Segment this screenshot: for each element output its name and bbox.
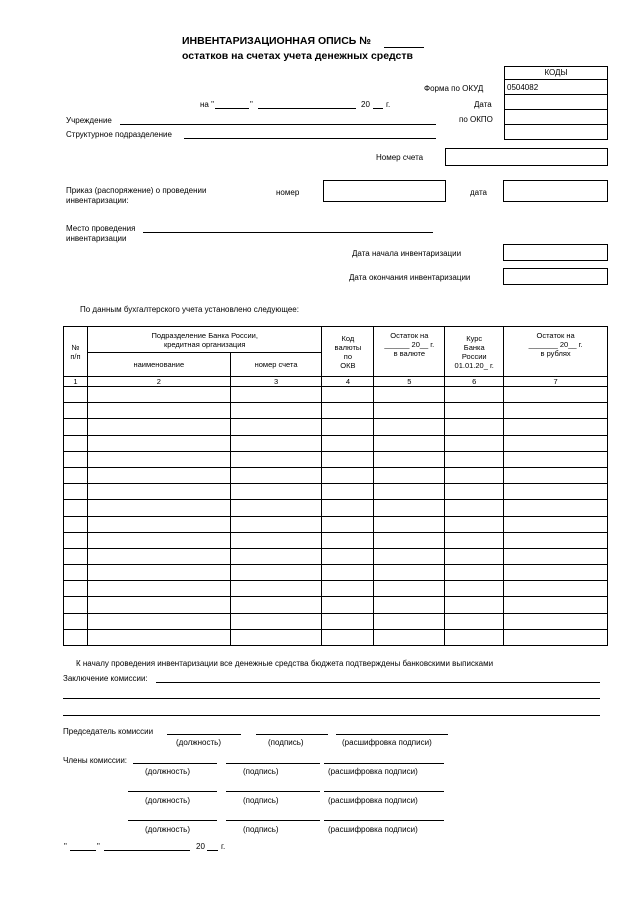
table-cell[interactable] bbox=[87, 613, 230, 629]
column-number: 2 bbox=[87, 377, 230, 387]
table-cell[interactable] bbox=[445, 500, 504, 516]
table-cell[interactable] bbox=[374, 484, 445, 500]
bottom-date-year: 20 bbox=[196, 842, 205, 851]
codes-header: КОДЫ bbox=[504, 66, 608, 80]
statement-text: По данным бухгалтерского учета установлено следующее: bbox=[80, 305, 299, 314]
member1-position-line[interactable] bbox=[133, 763, 217, 764]
table-cell[interactable] bbox=[374, 467, 445, 483]
table-row bbox=[64, 548, 608, 564]
table-cell[interactable] bbox=[64, 532, 88, 548]
order-date-label: дата bbox=[470, 188, 487, 197]
table-cell[interactable] bbox=[374, 597, 445, 613]
position-caption: (должность) bbox=[145, 767, 190, 776]
table-cell[interactable] bbox=[374, 387, 445, 403]
table-cell[interactable] bbox=[374, 435, 445, 451]
table-cell[interactable] bbox=[322, 581, 374, 597]
table-cell[interactable] bbox=[445, 419, 504, 435]
date-day-line[interactable] bbox=[215, 108, 249, 109]
col-rate-header: Курс Банка России 01.01.20_ г. bbox=[445, 327, 504, 377]
table-cell[interactable] bbox=[504, 500, 608, 516]
table-cell[interactable] bbox=[87, 500, 230, 516]
balances-table bbox=[63, 326, 608, 646]
bank-group-header: Подразделение Банка России, кредитная организация bbox=[87, 327, 322, 353]
conclusion-line-3[interactable] bbox=[63, 715, 600, 716]
table-cell[interactable] bbox=[322, 451, 374, 467]
table-cell[interactable] bbox=[374, 451, 445, 467]
table-cell[interactable] bbox=[445, 435, 504, 451]
table-cell[interactable] bbox=[64, 484, 88, 500]
table-cell[interactable] bbox=[504, 597, 608, 613]
table-cell[interactable] bbox=[64, 548, 88, 564]
conclusion-line-1[interactable] bbox=[156, 682, 600, 683]
signature-caption: (подпись) bbox=[268, 738, 304, 747]
table-cell[interactable] bbox=[322, 516, 374, 532]
table-cell[interactable] bbox=[64, 451, 88, 467]
date-year-suffix: г. bbox=[386, 100, 391, 109]
column-number: 4 bbox=[322, 377, 374, 387]
table-cell[interactable] bbox=[87, 597, 230, 613]
table-row bbox=[64, 467, 608, 483]
order-number-label: номер bbox=[276, 188, 300, 197]
table-cell[interactable] bbox=[504, 516, 608, 532]
chairman-signature-line[interactable] bbox=[256, 734, 328, 735]
member3-position-line[interactable] bbox=[128, 820, 217, 821]
decoding-caption: (расшифровка подписи) bbox=[328, 825, 418, 834]
table-cell[interactable] bbox=[504, 484, 608, 500]
okud-label: Форма по ОКУД bbox=[424, 84, 484, 93]
table-cell[interactable] bbox=[322, 387, 374, 403]
conclusion-label: Заключение комиссии: bbox=[63, 674, 148, 683]
account-number-label: Номер счета bbox=[376, 153, 424, 162]
bottom-date-year-line[interactable] bbox=[207, 850, 218, 851]
signature-caption: (подпись) bbox=[243, 825, 279, 834]
table-row bbox=[64, 419, 608, 435]
table-row bbox=[64, 532, 608, 548]
table-cell[interactable] bbox=[374, 419, 445, 435]
table-cell[interactable] bbox=[230, 629, 322, 645]
institution-line[interactable] bbox=[120, 124, 436, 125]
table-cell[interactable] bbox=[504, 419, 608, 435]
table-cell[interactable] bbox=[374, 581, 445, 597]
division-line[interactable] bbox=[184, 138, 436, 139]
table-cell[interactable] bbox=[504, 548, 608, 564]
table-cell[interactable] bbox=[322, 419, 374, 435]
table-cell[interactable] bbox=[322, 597, 374, 613]
start-date-box[interactable] bbox=[503, 244, 608, 261]
table-cell[interactable] bbox=[445, 597, 504, 613]
table-cell[interactable] bbox=[87, 532, 230, 548]
table-row bbox=[64, 581, 608, 597]
table-row bbox=[64, 565, 608, 581]
table-cell[interactable] bbox=[230, 548, 322, 564]
table-cell[interactable] bbox=[64, 387, 88, 403]
table-cell[interactable] bbox=[87, 419, 230, 435]
bottom-date-month-line[interactable] bbox=[104, 850, 190, 851]
signature-caption: (подпись) bbox=[243, 767, 279, 776]
table-cell[interactable] bbox=[87, 403, 230, 419]
table-cell[interactable] bbox=[87, 565, 230, 581]
table-cell[interactable] bbox=[230, 581, 322, 597]
okpo-label: по ОКПО bbox=[459, 115, 493, 124]
table-cell[interactable] bbox=[445, 548, 504, 564]
decoding-caption: (расшифровка подписи) bbox=[342, 738, 432, 747]
division-label: Структурное подразделение bbox=[66, 130, 172, 139]
chairman-label: Председатель комиссии bbox=[63, 727, 154, 736]
position-caption: (должность) bbox=[145, 796, 190, 805]
table-cell[interactable] bbox=[230, 500, 322, 516]
conclusion-line-2[interactable] bbox=[63, 698, 600, 699]
chairman-position-line[interactable] bbox=[167, 734, 241, 735]
table-cell[interactable] bbox=[445, 629, 504, 645]
table-cell[interactable] bbox=[374, 565, 445, 581]
account-number-box[interactable] bbox=[445, 148, 608, 166]
place-label-2: инвентаризации bbox=[66, 234, 127, 243]
table-cell[interactable] bbox=[87, 548, 230, 564]
bottom-date-quote-close: " bbox=[97, 842, 100, 851]
table-cell[interactable] bbox=[445, 451, 504, 467]
members-label: Члены комиссии: bbox=[63, 756, 128, 765]
table-cell[interactable] bbox=[322, 613, 374, 629]
bottom-date-quote-open: " bbox=[64, 842, 67, 851]
table-cell[interactable] bbox=[64, 467, 88, 483]
form-subtitle: остатков на счетах учета денежных средств bbox=[182, 50, 413, 62]
member3-decoding-line[interactable] bbox=[324, 820, 444, 821]
table-cell[interactable] bbox=[230, 435, 322, 451]
member2-decoding-line[interactable] bbox=[324, 791, 444, 792]
table-cell[interactable] bbox=[230, 565, 322, 581]
table-cell[interactable] bbox=[64, 516, 88, 532]
table-cell[interactable] bbox=[504, 581, 608, 597]
table-cell[interactable] bbox=[374, 403, 445, 419]
table-row bbox=[64, 451, 608, 467]
codes-extra-cell[interactable] bbox=[504, 124, 608, 140]
member2-position-line[interactable] bbox=[128, 791, 217, 792]
table-cell[interactable] bbox=[322, 548, 374, 564]
column-number: 6 bbox=[445, 377, 504, 387]
decoding-caption: (расшифровка подписи) bbox=[328, 767, 418, 776]
table-cell[interactable] bbox=[374, 548, 445, 564]
end-date-label: Дата окончания инвентаризации bbox=[349, 273, 471, 282]
table-cell[interactable] bbox=[504, 532, 608, 548]
col-balance-rub-header: Остаток на _______ 20__ г. в рублях bbox=[504, 327, 608, 377]
table-cell[interactable] bbox=[322, 565, 374, 581]
table-cell[interactable] bbox=[64, 581, 88, 597]
table-cell[interactable] bbox=[374, 629, 445, 645]
signature-caption: (подпись) bbox=[243, 796, 279, 805]
table-cell[interactable] bbox=[445, 581, 504, 597]
table-cell[interactable] bbox=[230, 387, 322, 403]
table-cell[interactable] bbox=[230, 451, 322, 467]
bank-statement-text: К началу проведения инвентаризации все денежные средства бюджета подтверждены банковскими выписками bbox=[76, 659, 494, 668]
place-label-1: Место проведения bbox=[66, 224, 136, 233]
place-line[interactable] bbox=[143, 232, 433, 233]
table-row bbox=[64, 629, 608, 645]
order-label-1: Приказ (распоряжение) о проведении bbox=[66, 186, 207, 195]
column-number: 3 bbox=[230, 377, 322, 387]
table-cell[interactable] bbox=[322, 500, 374, 516]
column-number: 7 bbox=[504, 377, 608, 387]
table-cell[interactable] bbox=[504, 403, 608, 419]
col-name-header: наименование bbox=[87, 353, 230, 377]
table-row bbox=[64, 597, 608, 613]
table-row bbox=[64, 435, 608, 451]
table-cell[interactable] bbox=[64, 629, 88, 645]
table-cell[interactable] bbox=[504, 613, 608, 629]
position-caption: (должность) bbox=[176, 738, 221, 747]
start-date-label: Дата начала инвентаризации bbox=[352, 249, 462, 258]
table-cell[interactable] bbox=[504, 387, 608, 403]
table-cell[interactable] bbox=[445, 403, 504, 419]
position-caption: (должность) bbox=[145, 825, 190, 834]
table-cell[interactable] bbox=[230, 484, 322, 500]
table-row bbox=[64, 403, 608, 419]
column-number: 5 bbox=[374, 377, 445, 387]
date-quote: " bbox=[250, 100, 253, 109]
table-cell[interactable] bbox=[230, 532, 322, 548]
okud-value: 0504082 bbox=[507, 83, 539, 92]
table-row bbox=[64, 387, 608, 403]
table-cell[interactable] bbox=[445, 565, 504, 581]
table-row bbox=[64, 516, 608, 532]
table-cell[interactable] bbox=[230, 419, 322, 435]
table-cell[interactable] bbox=[322, 629, 374, 645]
table-cell[interactable] bbox=[504, 467, 608, 483]
table-cell[interactable] bbox=[87, 451, 230, 467]
okud-cell bbox=[504, 79, 608, 95]
table-cell[interactable] bbox=[322, 435, 374, 451]
table-cell[interactable] bbox=[322, 484, 374, 500]
table-cell[interactable] bbox=[230, 613, 322, 629]
table-cell[interactable] bbox=[374, 500, 445, 516]
member1-signature-line[interactable] bbox=[226, 763, 320, 764]
institution-label: Учреждение bbox=[66, 116, 112, 125]
table-cell[interactable] bbox=[504, 435, 608, 451]
table-cell[interactable] bbox=[322, 403, 374, 419]
table-row bbox=[64, 484, 608, 500]
order-date-box[interactable] bbox=[503, 180, 608, 202]
table-cell[interactable] bbox=[230, 597, 322, 613]
table-cell[interactable] bbox=[374, 613, 445, 629]
table-row bbox=[64, 613, 608, 629]
date-year-line[interactable] bbox=[373, 108, 383, 109]
col-balance-currency-header: Остаток на ______ 20__ г. в валюте bbox=[374, 327, 445, 377]
table-cell[interactable] bbox=[64, 597, 88, 613]
column-number: 1 bbox=[64, 377, 88, 387]
member1-decoding-line[interactable] bbox=[324, 763, 444, 764]
form-number-line[interactable] bbox=[384, 47, 424, 48]
table-row bbox=[64, 500, 608, 516]
table-cell[interactable] bbox=[87, 467, 230, 483]
table-cell[interactable] bbox=[87, 387, 230, 403]
table-cell[interactable] bbox=[87, 516, 230, 532]
table-cell[interactable] bbox=[230, 467, 322, 483]
chairman-decoding-line[interactable] bbox=[336, 734, 448, 735]
table-cell[interactable] bbox=[64, 403, 88, 419]
table-cell[interactable] bbox=[374, 532, 445, 548]
table-cell[interactable] bbox=[445, 387, 504, 403]
table-cell[interactable] bbox=[322, 532, 374, 548]
date-cell[interactable] bbox=[504, 94, 608, 110]
table-cell[interactable] bbox=[445, 484, 504, 500]
table-cell[interactable] bbox=[374, 516, 445, 532]
table-cell[interactable] bbox=[504, 451, 608, 467]
table-cell[interactable] bbox=[87, 484, 230, 500]
order-label-2: инвентаризации: bbox=[66, 196, 129, 205]
bottom-date-suffix: г. bbox=[221, 842, 226, 851]
table-cell[interactable] bbox=[322, 467, 374, 483]
member2-signature-line[interactable] bbox=[226, 791, 320, 792]
table-cell[interactable] bbox=[445, 467, 504, 483]
date-month-line[interactable] bbox=[258, 108, 356, 109]
table-cell[interactable] bbox=[64, 500, 88, 516]
column-numbers-row bbox=[64, 377, 608, 387]
member3-signature-line[interactable] bbox=[226, 820, 320, 821]
table-cell[interactable] bbox=[504, 629, 608, 645]
table-cell[interactable] bbox=[64, 613, 88, 629]
table-cell[interactable] bbox=[445, 532, 504, 548]
table-cell[interactable] bbox=[87, 581, 230, 597]
bottom-date-day-line[interactable] bbox=[70, 850, 96, 851]
table-cell[interactable] bbox=[504, 565, 608, 581]
table-cell[interactable] bbox=[87, 435, 230, 451]
table-cell[interactable] bbox=[64, 419, 88, 435]
decoding-caption: (расшифровка подписи) bbox=[328, 796, 418, 805]
table-cell[interactable] bbox=[445, 516, 504, 532]
table-cell[interactable] bbox=[87, 629, 230, 645]
table-cell[interactable] bbox=[445, 613, 504, 629]
table-cell[interactable] bbox=[64, 565, 88, 581]
end-date-box[interactable] bbox=[503, 268, 608, 285]
date-prefix: на " bbox=[200, 100, 214, 109]
date-year-prefix: 20 bbox=[361, 100, 370, 109]
col-number-header: № п/п bbox=[64, 327, 88, 377]
date-code-label: Дата bbox=[474, 100, 492, 109]
form-title: ИНВЕНТАРИЗАЦИОННАЯ ОПИСЬ № bbox=[182, 35, 371, 47]
table-cell[interactable] bbox=[230, 516, 322, 532]
table-cell[interactable] bbox=[230, 403, 322, 419]
okpo-cell[interactable] bbox=[504, 109, 608, 125]
col-account-header: номер счета bbox=[230, 353, 322, 377]
table-cell[interactable] bbox=[64, 435, 88, 451]
order-number-box[interactable] bbox=[323, 180, 446, 202]
col-currency-code-header: Код валюты по ОКВ bbox=[322, 327, 374, 377]
